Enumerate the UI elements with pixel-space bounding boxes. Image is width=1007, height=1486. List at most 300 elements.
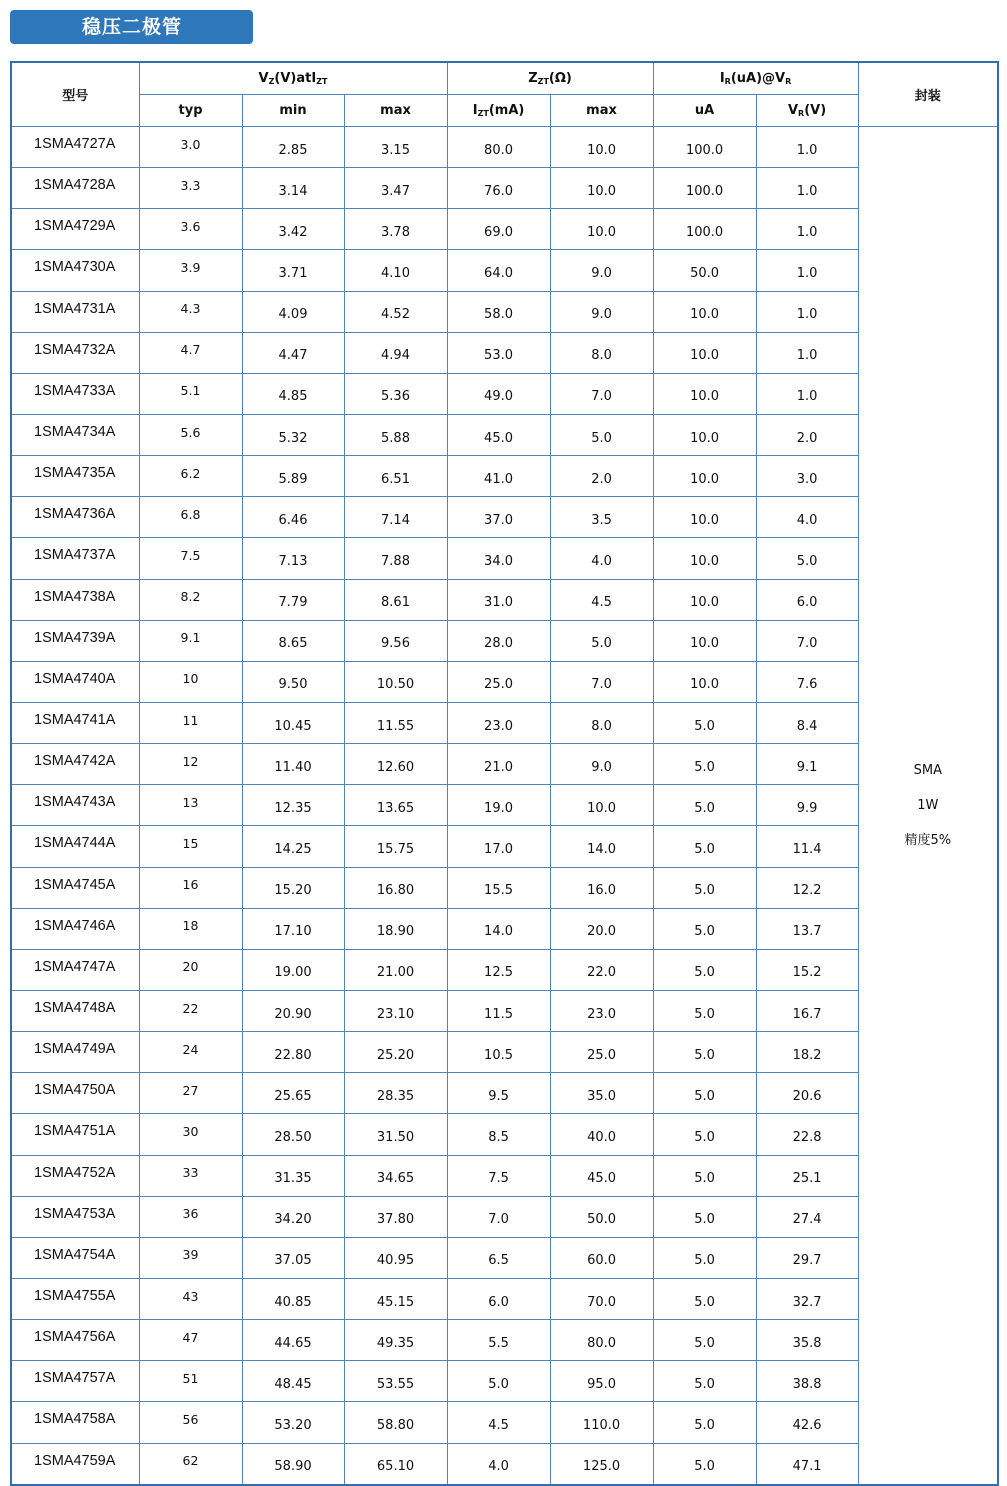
cell-vr: 5.0 [756,538,858,579]
cell-typ: 3.6 [139,209,242,250]
cell-vz-min: 40.85 [242,1278,344,1319]
table-row [11,949,998,990]
cell-izt: 17.0 [447,826,550,867]
cell-typ: 47 [139,1320,242,1361]
cell-izt: 7.5 [447,1155,550,1196]
cell-izt: 25.0 [447,661,550,702]
cell-vz-max: 10.50 [344,661,447,702]
table-row [11,1114,998,1155]
cell-typ: 22 [139,990,242,1031]
table-row [11,373,998,414]
cell-typ: 20 [139,949,242,990]
zener-spec-table [10,61,999,1486]
cell-model: 1SMA4758A [11,1402,139,1443]
cell-zzt-max: 9.0 [550,744,653,785]
cell-model: 1SMA4740A [11,661,139,702]
cell-zzt-max: 40.0 [550,1114,653,1155]
cell-vr: 9.9 [756,785,858,826]
cell-model: 1SMA4732A [11,332,139,373]
cell-zzt-max: 5.0 [550,620,653,661]
cell-vz-min: 17.10 [242,908,344,949]
cell-izt: 19.0 [447,785,550,826]
cell-typ: 12 [139,744,242,785]
cell-model: 1SMA4728A [11,168,139,209]
cell-vz-min: 7.13 [242,538,344,579]
cell-typ: 9.1 [139,620,242,661]
cell-vr: 12.2 [756,867,858,908]
cell-izt: 80.0 [447,127,550,168]
table-row [11,1237,998,1278]
table-row [11,661,998,702]
cell-zzt-max: 50.0 [550,1196,653,1237]
cell-ir: 5.0 [653,867,756,908]
cell-vz-max: 49.35 [344,1320,447,1361]
cell-vz-min: 12.35 [242,785,344,826]
cell-zzt-max: 9.0 [550,291,653,332]
cell-vz-max: 25.20 [344,1032,447,1073]
cell-vz-min: 31.35 [242,1155,344,1196]
cell-zzt-max: 8.0 [550,332,653,373]
cell-vr: 1.0 [756,291,858,332]
cell-vr: 15.2 [756,949,858,990]
cell-ir: 10.0 [653,373,756,414]
cell-model: 1SMA4753A [11,1196,139,1237]
table-row [11,579,998,620]
cell-zzt-max: 10.0 [550,168,653,209]
cell-vz-min: 4.85 [242,373,344,414]
cell-vr: 25.1 [756,1155,858,1196]
cell-ir: 5.0 [653,1032,756,1073]
cell-izt: 58.0 [447,291,550,332]
cell-typ: 27 [139,1073,242,1114]
cell-model: 1SMA4729A [11,209,139,250]
cell-vz-max: 12.60 [344,744,447,785]
table-row [11,538,998,579]
cell-izt: 5.5 [447,1320,550,1361]
cell-typ: 18 [139,908,242,949]
cell-vz-min: 6.46 [242,497,344,538]
header-typ: typ [139,95,242,127]
table-row [11,826,998,867]
table-row [11,1196,998,1237]
cell-vz-min: 3.42 [242,209,344,250]
cell-vz-min: 4.47 [242,332,344,373]
cell-model: 1SMA4733A [11,373,139,414]
cell-vz-min: 7.79 [242,579,344,620]
cell-vz-max: 23.10 [344,990,447,1031]
table-row [11,620,998,661]
cell-model: 1SMA4730A [11,250,139,291]
cell-vz-max: 11.55 [344,702,447,743]
cell-model: 1SMA4736A [11,497,139,538]
cell-ir: 10.0 [653,579,756,620]
header-izt: $I_{ZT}(mA)$ [447,95,550,127]
header-row-1 [11,62,998,95]
cell-typ: 5.6 [139,414,242,455]
cell-model: 1SMA4742A [11,744,139,785]
cell-zzt-max: 10.0 [550,127,653,168]
cell-typ: 7.5 [139,538,242,579]
cell-zzt-max: 10.0 [550,209,653,250]
cell-vr: 13.7 [756,908,858,949]
cell-vz-min: 11.40 [242,744,344,785]
cell-izt: 31.0 [447,579,550,620]
cell-ir: 10.0 [653,620,756,661]
table-row [11,867,998,908]
table-row [11,744,998,785]
cell-vr: 20.6 [756,1073,858,1114]
cell-izt: 64.0 [447,250,550,291]
cell-izt: 14.0 [447,908,550,949]
cell-vz-max: 5.88 [344,414,447,455]
header-model: 型号 [11,62,139,127]
cell-ir: 5.0 [653,1361,756,1402]
cell-izt: 6.0 [447,1278,550,1319]
header-package: 封装 [858,62,998,127]
cell-typ: 16 [139,867,242,908]
cell-typ: 51 [139,1361,242,1402]
cell-model: 1SMA4754A [11,1237,139,1278]
cell-vz-min: 3.71 [242,250,344,291]
cell-izt: 37.0 [447,497,550,538]
cell-vr: 22.8 [756,1114,858,1155]
cell-izt: 23.0 [447,702,550,743]
table-row [11,209,998,250]
cell-vr: 1.0 [756,332,858,373]
cell-ir: 5.0 [653,1196,756,1237]
cell-vz-max: 37.80 [344,1196,447,1237]
table-row [11,990,998,1031]
cell-zzt-max: 2.0 [550,456,653,497]
cell-ir: 5.0 [653,1073,756,1114]
cell-ir: 10.0 [653,332,756,373]
cell-zzt-max: 70.0 [550,1278,653,1319]
cell-model: 1SMA4745A [11,867,139,908]
cell-izt: 28.0 [447,620,550,661]
cell-vr: 27.4 [756,1196,858,1237]
cell-vz-min: 22.80 [242,1032,344,1073]
cell-izt: 34.0 [447,538,550,579]
cell-typ: 8.2 [139,579,242,620]
cell-typ: 15 [139,826,242,867]
cell-vz-max: 21.00 [344,949,447,990]
cell-model: 1SMA4747A [11,949,139,990]
cell-vz-max: 13.65 [344,785,447,826]
cell-vr: 1.0 [756,209,858,250]
cell-ir: 5.0 [653,1278,756,1319]
cell-vz-min: 37.05 [242,1237,344,1278]
cell-zzt-max: 14.0 [550,826,653,867]
cell-typ: 6.8 [139,497,242,538]
cell-ir: 10.0 [653,497,756,538]
cell-vz-max: 3.47 [344,168,447,209]
cell-vz-max: 5.36 [344,373,447,414]
table-row [11,456,998,497]
package-line3: 精度5% [904,832,952,848]
table-row [11,1443,998,1485]
cell-model: 1SMA4743A [11,785,139,826]
cell-model: 1SMA4759A [11,1443,139,1485]
cell-zzt-max: 80.0 [550,1320,653,1361]
cell-zzt-max: 3.5 [550,497,653,538]
cell-vr: 16.7 [756,990,858,1031]
cell-izt: 10.5 [447,1032,550,1073]
cell-vz-min: 14.25 [242,826,344,867]
table-row [11,1073,998,1114]
cell-izt: 6.5 [447,1237,550,1278]
cell-model: 1SMA4731A [11,291,139,332]
package-line2: 1W [917,797,939,813]
cell-vz-max: 7.88 [344,538,447,579]
table-row [11,1361,998,1402]
cell-vr: 3.0 [756,456,858,497]
cell-zzt-max: 7.0 [550,661,653,702]
cell-ir: 5.0 [653,702,756,743]
table-row [11,702,998,743]
cell-vz-min: 25.65 [242,1073,344,1114]
header-vr: $V_R(V)$ [756,95,858,127]
table-row [11,908,998,949]
cell-izt: 4.5 [447,1402,550,1443]
table-row [11,332,998,373]
cell-vr: 1.0 [756,250,858,291]
cell-ir: 50.0 [653,250,756,291]
header-ua: uA [653,95,756,127]
cell-model: 1SMA4738A [11,579,139,620]
cell-vz-max: 34.65 [344,1155,447,1196]
cell-ir: 10.0 [653,291,756,332]
cell-model: 1SMA4739A [11,620,139,661]
cell-vz-max: 6.51 [344,456,447,497]
cell-vz-min: 10.45 [242,702,344,743]
cell-vz-min: 8.65 [242,620,344,661]
package-cell [858,127,998,1485]
table-row [11,414,998,455]
cell-vz-max: 58.80 [344,1402,447,1443]
cell-ir: 10.0 [653,456,756,497]
cell-zzt-max: 23.0 [550,990,653,1031]
cell-zzt-max: 20.0 [550,908,653,949]
cell-model: 1SMA4750A [11,1073,139,1114]
cell-ir: 5.0 [653,744,756,785]
cell-vz-min: 28.50 [242,1114,344,1155]
cell-zzt-max: 5.0 [550,414,653,455]
package-line1: SMA [913,762,942,778]
header-zzt-max: max [550,95,653,127]
cell-vz-min: 2.85 [242,127,344,168]
cell-vz-min: 3.14 [242,168,344,209]
cell-vr: 47.1 [756,1443,858,1485]
cell-izt: 41.0 [447,456,550,497]
header-ir-group: $I_R(uA)@V_R$ [653,62,858,95]
cell-zzt-max: 16.0 [550,867,653,908]
cell-izt: 9.5 [447,1073,550,1114]
cell-ir: 10.0 [653,414,756,455]
cell-model: 1SMA4749A [11,1032,139,1073]
cell-zzt-max: 9.0 [550,250,653,291]
cell-vz-max: 18.90 [344,908,447,949]
cell-vr: 6.0 [756,579,858,620]
cell-typ: 5.1 [139,373,242,414]
cell-izt: 8.5 [447,1114,550,1155]
cell-vr: 1.0 [756,168,858,209]
cell-vz-min: 58.90 [242,1443,344,1485]
cell-typ: 4.3 [139,291,242,332]
table-row [11,291,998,332]
cell-model: 1SMA4741A [11,702,139,743]
cell-vz-max: 4.52 [344,291,447,332]
cell-izt: 11.5 [447,990,550,1031]
cell-vr: 1.0 [756,127,858,168]
cell-vr: 38.8 [756,1361,858,1402]
cell-ir: 5.0 [653,1443,756,1485]
cell-izt: 69.0 [447,209,550,250]
cell-zzt-max: 60.0 [550,1237,653,1278]
cell-izt: 76.0 [447,168,550,209]
cell-vr: 29.7 [756,1237,858,1278]
cell-vz-max: 3.15 [344,127,447,168]
cell-ir: 5.0 [653,1155,756,1196]
cell-model: 1SMA4751A [11,1114,139,1155]
cell-vz-min: 44.65 [242,1320,344,1361]
page-title: 稳压二极管 [10,10,253,44]
cell-model: 1SMA4756A [11,1320,139,1361]
cell-vr: 9.1 [756,744,858,785]
cell-vz-min: 5.32 [242,414,344,455]
cell-ir: 10.0 [653,538,756,579]
cell-vr: 1.0 [756,373,858,414]
cell-izt: 21.0 [447,744,550,785]
header-max: max [344,95,447,127]
cell-model: 1SMA4734A [11,414,139,455]
cell-ir: 5.0 [653,990,756,1031]
cell-zzt-max: 35.0 [550,1073,653,1114]
cell-zzt-max: 22.0 [550,949,653,990]
cell-vr: 42.6 [756,1402,858,1443]
table-row [11,497,998,538]
cell-model: 1SMA4755A [11,1278,139,1319]
header-row-2 [11,95,998,127]
cell-zzt-max: 10.0 [550,785,653,826]
cell-vz-max: 15.75 [344,826,447,867]
cell-izt: 4.0 [447,1443,550,1485]
table-row [11,168,998,209]
cell-typ: 11 [139,702,242,743]
table-row [11,127,998,168]
cell-typ: 56 [139,1402,242,1443]
cell-izt: 15.5 [447,867,550,908]
cell-vr: 2.0 [756,414,858,455]
cell-vz-min: 53.20 [242,1402,344,1443]
cell-model: 1SMA4737A [11,538,139,579]
table-row [11,785,998,826]
cell-vz-max: 7.14 [344,497,447,538]
cell-vz-max: 9.56 [344,620,447,661]
cell-zzt-max: 110.0 [550,1402,653,1443]
cell-ir: 5.0 [653,826,756,867]
cell-izt: 5.0 [447,1361,550,1402]
cell-model: 1SMA4752A [11,1155,139,1196]
table-row [11,250,998,291]
cell-vz-max: 4.10 [344,250,447,291]
cell-vr: 32.7 [756,1278,858,1319]
header-vz-group: $V_Z(V)atI_{ZT}$ [139,62,447,95]
cell-typ: 39 [139,1237,242,1278]
header-zzt-group: $Z_{ZT}(\Omega)$ [447,62,653,95]
cell-vz-max: 45.15 [344,1278,447,1319]
cell-zzt-max: 4.5 [550,579,653,620]
table-row [11,1032,998,1073]
cell-typ: 6.2 [139,456,242,497]
cell-zzt-max: 25.0 [550,1032,653,1073]
table-row [11,1320,998,1361]
cell-vz-min: 15.20 [242,867,344,908]
cell-model: 1SMA4735A [11,456,139,497]
cell-vz-min: 20.90 [242,990,344,1031]
cell-typ: 24 [139,1032,242,1073]
cell-vz-max: 4.94 [344,332,447,373]
cell-typ: 3.3 [139,168,242,209]
cell-ir: 5.0 [653,1114,756,1155]
cell-vz-max: 8.61 [344,579,447,620]
cell-vr: 7.0 [756,620,858,661]
cell-ir: 5.0 [653,785,756,826]
cell-izt: 12.5 [447,949,550,990]
cell-vz-max: 40.95 [344,1237,447,1278]
cell-ir: 100.0 [653,209,756,250]
cell-vr: 8.4 [756,702,858,743]
cell-model: 1SMA4748A [11,990,139,1031]
cell-zzt-max: 4.0 [550,538,653,579]
cell-typ: 33 [139,1155,242,1196]
cell-vz-max: 16.80 [344,867,447,908]
cell-vr: 7.6 [756,661,858,702]
table-row [11,1278,998,1319]
cell-typ: 4.7 [139,332,242,373]
cell-typ: 36 [139,1196,242,1237]
cell-vz-min: 34.20 [242,1196,344,1237]
cell-model: 1SMA4746A [11,908,139,949]
cell-vz-min: 5.89 [242,456,344,497]
table-row [11,1402,998,1443]
cell-izt: 7.0 [447,1196,550,1237]
cell-zzt-max: 45.0 [550,1155,653,1196]
cell-typ: 30 [139,1114,242,1155]
cell-ir: 100.0 [653,127,756,168]
cell-vz-max: 53.55 [344,1361,447,1402]
cell-vz-max: 65.10 [344,1443,447,1485]
cell-vz-max: 3.78 [344,209,447,250]
table-row [11,1155,998,1196]
cell-zzt-max: 125.0 [550,1443,653,1485]
cell-vr: 35.8 [756,1320,858,1361]
cell-zzt-max: 7.0 [550,373,653,414]
cell-vz-min: 4.09 [242,291,344,332]
cell-ir: 10.0 [653,661,756,702]
cell-model: 1SMA4744A [11,826,139,867]
cell-ir: 100.0 [653,168,756,209]
cell-vr: 18.2 [756,1032,858,1073]
cell-vz-min: 48.45 [242,1361,344,1402]
cell-zzt-max: 8.0 [550,702,653,743]
cell-typ: 62 [139,1443,242,1485]
cell-izt: 45.0 [447,414,550,455]
cell-vz-max: 28.35 [344,1073,447,1114]
cell-typ: 3.9 [139,250,242,291]
cell-ir: 5.0 [653,949,756,990]
cell-izt: 53.0 [447,332,550,373]
cell-model: 1SMA4757A [11,1361,139,1402]
